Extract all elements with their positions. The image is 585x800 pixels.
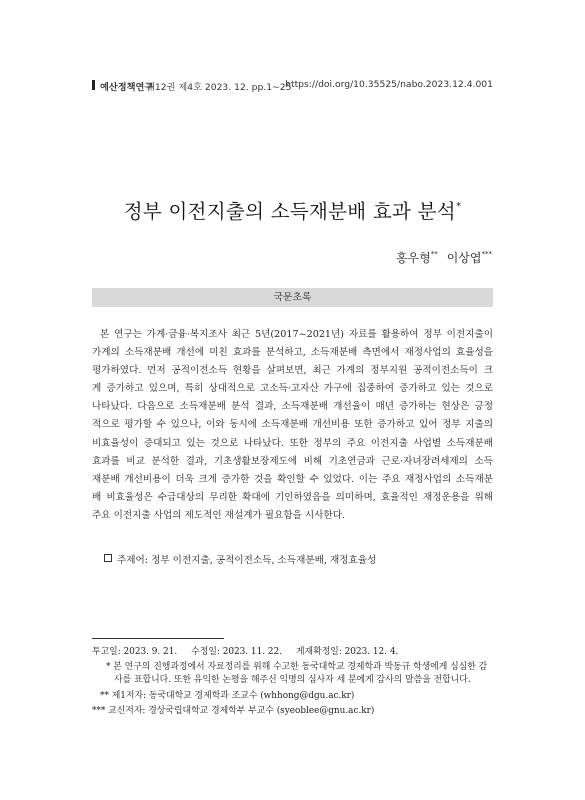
acknowledgement-footnote-continued: 사를 표합니다. 또한 유익한 논평을 해주신 익명의 심사자 세 분에게 감사의 말씀을 전합니다. bbox=[114, 675, 471, 685]
abstract-line: 나타났다. 다음으로 소득재분배 분석 결과, 소득재분배 개선율이 매년 증가하는 현상은 긍정 bbox=[92, 401, 493, 413]
title-footnote-mark: * bbox=[455, 201, 462, 212]
journal-name: 예산정책연구 bbox=[100, 82, 154, 93]
square-bullet-icon bbox=[104, 554, 112, 562]
keywords-text: 주제어: 정부 이전지출, 공적이전소득, 소득재분배, 재정효율성 bbox=[117, 555, 377, 566]
abstract-line: 비효율성이 증대되고 있는 것으로 나타났다. 또한 정부의 주요 이전지출 사업별 소득재분배 bbox=[92, 437, 493, 449]
accepted-date: 게재확정일: 2023. 12. 4. bbox=[295, 647, 399, 657]
first-author-footnote: ** 제1저자: 동국대학교 경제학과 조교수 (whhong@dgu.ac.kr) bbox=[100, 691, 355, 701]
author-mark: *** bbox=[481, 250, 492, 258]
acknowledgement-footnote: * 본 연구의 진행과정에서 자료정리를 위해 수고한 동국대학교 경제학과 박동규 학생에게 심심한 감 bbox=[106, 662, 488, 672]
abstract-line: 배 비효율성은 수급대상의 무리한 확대에 기인하였음을 의미하며, 효율적인 재정운용을 위해 bbox=[92, 491, 493, 503]
author-list bbox=[396, 249, 492, 266]
doi-link[interactable]: https://doi.org/10.35525/nabo.2023.12.4.001 bbox=[285, 79, 493, 90]
abstract-line: 효과를 비교 분석한 결과, 기초생활보장제도에 비해 기초연금과 근로·자녀장려세제의 소득 bbox=[92, 455, 493, 467]
running-header bbox=[92, 79, 493, 93]
author-name: 홍우형 bbox=[395, 251, 431, 265]
abstract-line: 적으로 평가할 수 있으나, 이와 동시에 소득재분배 개선비용 또한 증가하고 있어 정부 지출의 bbox=[92, 419, 493, 431]
author-name: 이상엽 bbox=[446, 251, 482, 265]
revised-date: 수정일: 2023. 11. 22. bbox=[191, 647, 282, 657]
paper-title bbox=[0, 196, 585, 224]
abstract-heading: 국문초록 bbox=[92, 288, 493, 307]
abstract-line: 재분배 개선비용이 더욱 크게 증가한 것을 확인할 수 있었다. 이는 주요 재정사업의 소득재분 bbox=[92, 473, 493, 485]
abstract-line: 본 연구는 가계·금융·복지조사 최근 5년(2017~2021년) 자료를 활용하여 정부 이전지출이 bbox=[100, 329, 493, 340]
abstract-body bbox=[92, 326, 493, 525]
abstract-line: 게 증가하고 있으며, 특히 상대적으로 고소득·고자산 가구에 집중하여 증가하고 있는 것으로 bbox=[92, 383, 493, 395]
title-text: 정부 이전지출의 소득재분배 효과 분석 bbox=[123, 200, 456, 223]
abstract-line: 주요 이전지출 사업의 제도적인 재설계가 필요함을 시사한다. bbox=[92, 509, 346, 521]
received-date: 투고일: 2023. 9. 21. bbox=[92, 647, 178, 657]
publication-dates bbox=[92, 646, 398, 659]
keywords bbox=[104, 552, 376, 566]
issue-info: 제12권 제4호 2023. 12. pp.1~25 bbox=[146, 82, 292, 93]
author-mark: ** bbox=[430, 250, 438, 258]
header-bar bbox=[92, 80, 95, 90]
corresponding-author-footnote: *** 교신저자: 경상국립대학교 경제학부 부교수 (syeoblee@gnu.ac.kr) bbox=[92, 706, 375, 716]
abstract-line: 가계의 소득재분배 개선에 미친 효과를 분석하고, 소득재분배 측면에서 재정사업의 효율성을 bbox=[92, 347, 493, 359]
footnote-divider bbox=[92, 638, 224, 639]
abstract-line: 평가하였다. 먼저 공적이전소득 현황을 살펴보면, 최근 가계의 정부지원 공적이전소득이 크 bbox=[92, 365, 493, 377]
